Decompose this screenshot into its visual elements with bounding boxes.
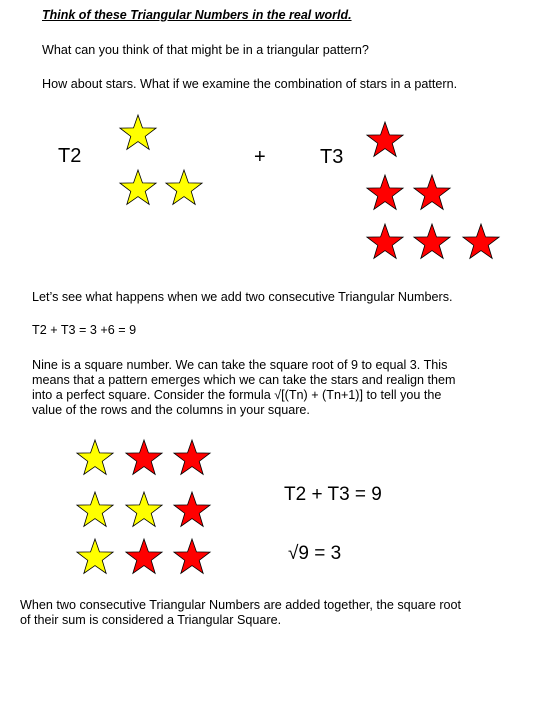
yellow-star-icon [75, 438, 115, 478]
red-star-icon [124, 438, 164, 478]
yellow-star-icon [118, 113, 158, 153]
explanation-line: value of the rows and the columns in your square. [32, 403, 310, 417]
root-equation: √9 = 3 [288, 543, 342, 564]
red-star-icon [412, 173, 452, 213]
yellow-star-icon [75, 490, 115, 530]
red-star-icon [461, 222, 501, 262]
yellow-star-icon [164, 168, 204, 208]
red-star-icon [172, 490, 212, 530]
red-star-icon [172, 438, 212, 478]
conclusion-line: When two consecutive Triangular Numbers are added together, the square root [20, 598, 462, 612]
t3-label: T3 [320, 146, 344, 168]
plus-sign: + [254, 146, 266, 168]
sum-equation-text: T2 + T3 = 3 +6 = 9 [32, 323, 137, 337]
yellow-star-icon [124, 490, 164, 530]
yellow-star-icon [118, 168, 158, 208]
t2-label: T2 [58, 145, 82, 167]
yellow-star-icon [75, 537, 115, 577]
conclusion-paragraph [20, 598, 461, 628]
page-title: Think of these Triangular Numbers in the real world. [42, 8, 352, 22]
conclusion-line: of their sum is considered a Triangular Square. [20, 613, 282, 627]
red-star-icon [365, 173, 405, 213]
explanation-line: into a perfect square. Consider the formula √[(Tn) + (Tn+1)] to tell you the [32, 388, 442, 402]
red-star-icon [124, 537, 164, 577]
consecutive-intro-text: Let’s see what happens when we add two consecutive Triangular Numbers. [32, 290, 453, 304]
red-star-icon [365, 120, 405, 160]
red-star-icon [412, 222, 452, 262]
explanation-paragraph [32, 358, 456, 418]
explanation-line: means that a pattern emerges which we can take the stars and realign them [32, 373, 456, 387]
question-text: What can you think of that might be in a triangular pattern? [42, 43, 369, 57]
explanation-line: Nine is a square number. We can take the square root of 9 to equal 3. This [32, 358, 448, 372]
red-star-icon [172, 537, 212, 577]
square-equation: T2 + T3 = 9 [284, 484, 382, 505]
stars-intro-text: How about stars. What if we examine the combination of stars in a pattern. [42, 77, 458, 91]
red-star-icon [365, 222, 405, 262]
